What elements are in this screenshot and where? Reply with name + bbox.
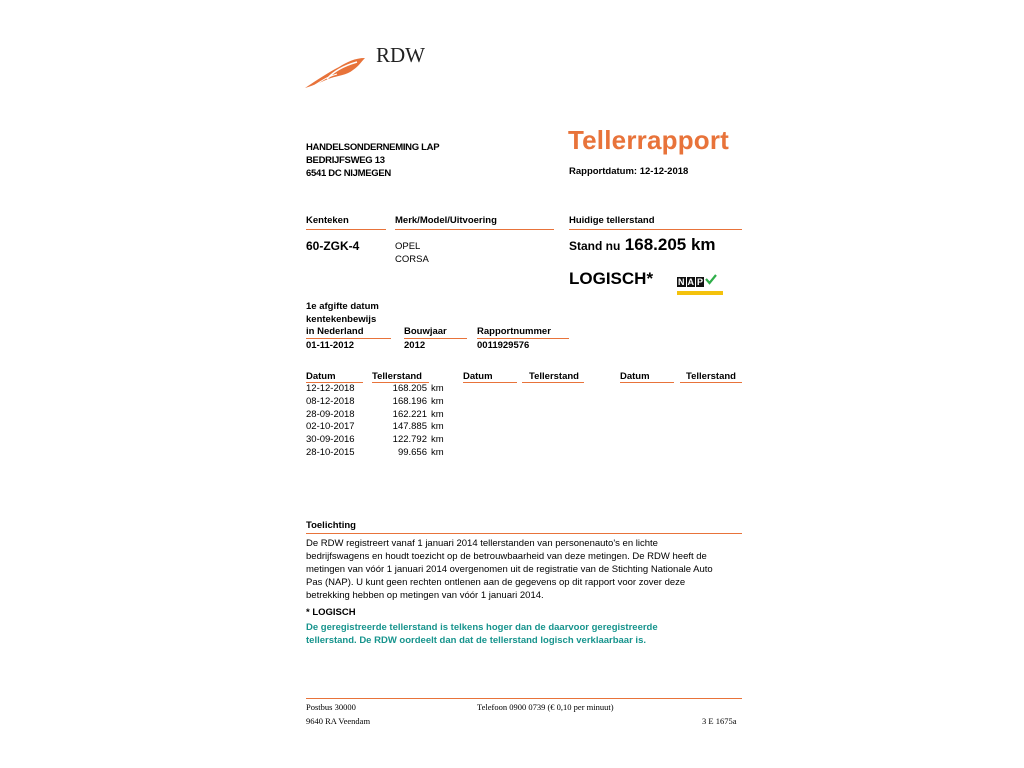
table-row bbox=[306, 396, 444, 409]
kenteken-value: 60-ZGK-4 bbox=[306, 239, 360, 253]
table-header-tellerstand: Tellerstand bbox=[529, 371, 579, 382]
divider bbox=[404, 338, 467, 339]
recipient-address bbox=[306, 141, 439, 180]
stand-value: 168.205 km bbox=[624, 235, 716, 254]
label-line: 1e afgifte datum bbox=[306, 301, 379, 312]
merk-label: Merk/Model/Uitvoering bbox=[395, 215, 497, 226]
row-datum: 28-09-2018 bbox=[306, 408, 355, 420]
toelichting-body bbox=[306, 537, 746, 602]
table-row bbox=[306, 409, 444, 422]
body-line: De RDW registreert vanaf 1 januari 2014 tellerstanden van personenauto's en lichte bbox=[306, 538, 658, 549]
divider bbox=[306, 338, 391, 339]
row-datum: 30-09-2016 bbox=[306, 434, 355, 446]
divider bbox=[477, 338, 569, 339]
nap-letter: A bbox=[687, 277, 694, 287]
footer-telefoon: Telefoon 0900 0739 (€ 0,10 per minuut) bbox=[477, 702, 614, 712]
divider bbox=[620, 382, 674, 383]
report-title: Tellerrapport bbox=[568, 125, 730, 155]
divider bbox=[680, 382, 742, 383]
rapportnummer-value: 0011929576 bbox=[477, 340, 530, 351]
row-datum: 28-10-2015 bbox=[306, 446, 355, 458]
merk-model bbox=[395, 240, 429, 266]
odometer-table bbox=[306, 383, 444, 460]
logisch-line: De geregistreerde tellerstand is telkens hoger dan de daarvoor geregistreerde bbox=[306, 622, 658, 633]
row-stand: 122.792 bbox=[392, 434, 427, 446]
body-line: betrekking hebben op metingen van vóór 1 januari 2014. bbox=[306, 590, 544, 601]
nap-letter: N bbox=[678, 277, 685, 287]
model-value: CORSA bbox=[395, 254, 429, 265]
divider bbox=[395, 229, 554, 230]
body-line: bedrijfswagens en houdt toezicht op de betrouwbaarheid van deze metingen. De RDW heeft de bbox=[306, 551, 707, 562]
table-header-datum: Datum bbox=[306, 371, 336, 382]
divider bbox=[463, 382, 517, 383]
divider bbox=[306, 533, 742, 534]
nap-logo-icon bbox=[677, 272, 723, 288]
table-header-tellerstand: Tellerstand bbox=[686, 371, 736, 382]
rapportnummer-label: Rapportnummer bbox=[477, 326, 551, 337]
row-datum: 02-10-2017 bbox=[306, 421, 355, 433]
stand-prefix: Stand nu bbox=[569, 239, 621, 253]
footer-plaats: 9640 RA Veendam bbox=[306, 716, 371, 726]
body-line: Pas (NAP). U kunt geen rechten ontlenen aan de gegevens op dit rapport voor zover deze bbox=[306, 577, 686, 588]
divider bbox=[306, 229, 386, 230]
address-line: BEDRIJFSWEG 13 bbox=[306, 155, 385, 166]
row-unit: km bbox=[431, 421, 444, 433]
body-line: metingen van vóór 1 januari 2014 overgenomen uit de registratie van de Stichting Nationale Auto bbox=[306, 564, 713, 575]
table-row bbox=[306, 434, 444, 447]
address-line: 6541 DC NIJMEGEN bbox=[306, 168, 391, 179]
row-unit: km bbox=[431, 395, 444, 407]
rdw-feather-logo-icon bbox=[303, 50, 369, 92]
report-date: Rapportdatum: 12-12-2018 bbox=[569, 166, 689, 177]
rdw-logo-text: RDW bbox=[376, 43, 425, 67]
row-stand: 168.205 bbox=[392, 383, 427, 394]
row-unit: km bbox=[431, 446, 444, 458]
current-odometer bbox=[569, 235, 716, 255]
bouwjaar-label: Bouwjaar bbox=[404, 326, 447, 337]
teller-label: Huidige tellerstand bbox=[569, 215, 655, 226]
merk-value: OPEL bbox=[395, 241, 421, 252]
row-stand: 168.196 bbox=[392, 395, 427, 407]
row-stand: 147.885 bbox=[392, 421, 427, 433]
first-registration-label bbox=[306, 301, 379, 339]
bouwjaar-value: 2012 bbox=[404, 340, 426, 351]
nap-underline bbox=[677, 291, 723, 295]
nap-letter: P bbox=[697, 277, 704, 287]
toelichting-heading: Toelichting bbox=[306, 520, 356, 531]
logisch-heading: * LOGISCH bbox=[306, 607, 356, 618]
footer-postbus: Postbus 30000 bbox=[306, 702, 356, 712]
divider bbox=[522, 382, 584, 383]
address-line: HANDELSONDERNEMING LAP bbox=[306, 142, 440, 153]
row-unit: km bbox=[431, 408, 444, 420]
verdict: LOGISCH* bbox=[569, 269, 654, 288]
kenteken-label: Kenteken bbox=[306, 215, 349, 226]
table-header-datum: Datum bbox=[620, 371, 650, 382]
check-icon bbox=[705, 272, 717, 282]
table-header-tellerstand: Tellerstand bbox=[372, 371, 422, 382]
logisch-line: tellerstand. De RDW oordeelt dan dat de tellerstand logisch verklaarbaar is. bbox=[306, 635, 646, 646]
footer-divider bbox=[306, 698, 742, 699]
label-line: kentekenbewijs bbox=[306, 313, 377, 325]
row-unit: km bbox=[431, 383, 444, 394]
logisch-explanation bbox=[306, 621, 746, 647]
row-unit: km bbox=[431, 434, 444, 446]
footer-code: 3 E 1675a bbox=[702, 716, 737, 726]
table-row bbox=[306, 421, 444, 434]
row-datum: 12-12-2018 bbox=[306, 383, 355, 394]
row-stand: 99.656 bbox=[397, 446, 427, 458]
table-row bbox=[306, 383, 444, 396]
row-datum: 08-12-2018 bbox=[306, 395, 355, 407]
divider bbox=[569, 229, 742, 230]
label-line: in Nederland bbox=[306, 326, 364, 337]
table-row bbox=[306, 447, 444, 460]
table-header-datum: Datum bbox=[463, 371, 493, 382]
row-stand: 162.221 bbox=[392, 408, 427, 420]
first-registration-value: 01-11-2012 bbox=[306, 340, 355, 351]
